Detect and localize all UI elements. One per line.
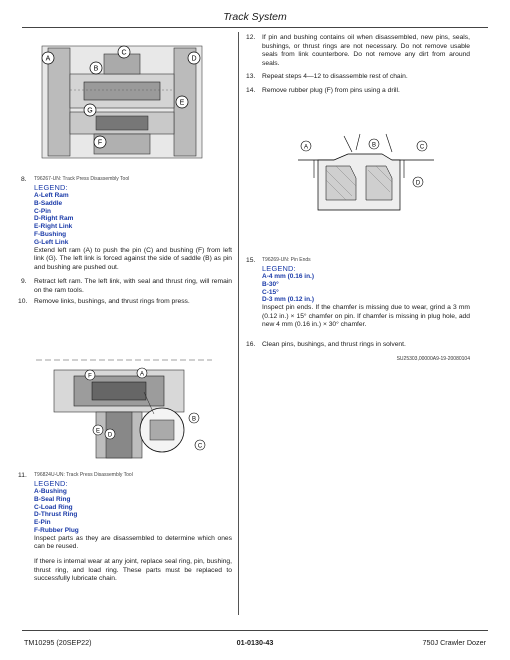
step-8-text: Extend left ram (A) to push the pin (C) and bushing (F) from left link (G). The left link is forced against the side of saddle (B) as pin and bushing are pushed out. <box>34 246 232 271</box>
legend-item: G-Left Link <box>34 238 69 246</box>
page-header-title: Track System <box>223 11 287 23</box>
step-8-number: 8. <box>21 176 27 183</box>
figure-track-press-detail <box>34 350 214 462</box>
step-15 <box>246 257 470 330</box>
fig1-label-d: D <box>191 55 197 63</box>
legend-item: C-Pin <box>34 207 51 215</box>
fig2-label-c: C <box>197 443 203 450</box>
fig2-label-b: B <box>191 416 197 423</box>
fig1-label-f: F <box>97 139 103 147</box>
step-11-text-2: If there is internal wear at any joint, replace seal ring, pin, bushing, thrust ring, and load ring. These parts must be replaced to successfully lubricate chain. <box>34 557 232 583</box>
fig2-label-d: D <box>107 432 113 439</box>
step-13-text: Repeat steps 4—12 to disassemble rest of chain. <box>262 73 408 80</box>
column-divider <box>238 32 239 615</box>
figure-track-press-tool <box>34 40 214 165</box>
legend-item: F-Bushing <box>34 230 67 238</box>
legend-item: F-Rubber Plug <box>34 526 79 534</box>
header-rule <box>22 27 488 28</box>
footer-product: 750J Crawler Dozer <box>422 638 486 647</box>
step-15-text: Inspect pin ends. If the chamfer is missing due to wear, grind a 3 mm (0.12 in.) × 15° chamfer on pin. If chamfer is missing in plug hole, add new 4 mm (0.16 in.) × 30° chamfer. <box>262 304 470 329</box>
step-15-number: 15. <box>246 257 256 264</box>
legend-item: A-4 mm (0.16 in.) <box>262 273 315 280</box>
step-15-caption: T96269-UN: Pin Ends <box>262 257 311 263</box>
legend-item: A-Bushing <box>34 488 67 495</box>
legend-item: D-Right Ram <box>34 215 74 223</box>
step-14-text: Remove rubber plug (F) from pins using a drill. <box>262 87 400 94</box>
step-8-legend-title: LEGEND: <box>34 183 68 192</box>
legend-item: C-15° <box>262 288 279 296</box>
step-10-number: 10. <box>18 298 28 305</box>
fig2-label-f: F <box>88 373 92 380</box>
figure-pin-ends <box>296 130 436 215</box>
fig2-label-a: A <box>139 371 145 378</box>
step-9-text: Retract left ram. The left link, with seal and thrust ring, will remain on the ram tools. <box>34 278 232 294</box>
legend-item: D-Thrust Ring <box>34 511 78 519</box>
step-11-number: 11. <box>18 472 27 479</box>
fig1-label-b: B <box>93 65 99 73</box>
step-8-caption: T96267-UN: Track Press Disassembly Tool <box>34 176 130 182</box>
step-10-text: Remove links, bushings, and thrust rings from press. <box>34 298 190 305</box>
step-14-number: 14. <box>246 87 256 94</box>
step-8 <box>21 176 232 272</box>
fig3-label-a: A <box>303 144 309 151</box>
legend-item: E-Pin <box>34 519 51 527</box>
step-12-number: 12. <box>246 34 256 41</box>
step-14 <box>246 87 470 96</box>
legend-item: E-Right Link <box>34 223 73 231</box>
fig1-label-c: C <box>121 49 127 57</box>
step-12 <box>246 34 470 68</box>
footer-doc-id: TM10295 (20SEP22) <box>24 638 92 647</box>
step-16 <box>246 341 470 350</box>
reference-code: SU25303,00000A9-19-20080104 <box>396 356 470 362</box>
step-15-legend-title: LEGEND: <box>262 264 296 273</box>
step-11 <box>18 472 232 584</box>
step-16-number: 16. <box>246 341 256 348</box>
step-13-number: 13. <box>246 73 256 80</box>
footer-page-number: 01-0130-43 <box>236 638 274 647</box>
fig1-label-e: E <box>179 99 185 107</box>
fig1-label-g: G <box>87 107 93 115</box>
legend-item: B-Saddle <box>34 199 63 207</box>
fig3-label-c: C <box>419 144 425 151</box>
legend-item: A-Left Ram <box>34 192 69 199</box>
footer-rule <box>22 630 488 631</box>
step-16-text: Clean pins, bushings, and thrust rings in solvent. <box>262 341 406 348</box>
fig2-label-e: E <box>95 428 101 435</box>
step-10 <box>18 298 232 307</box>
step-12-text: If pin and bushing contains oil when disassembled, new pins, seals, bushings, or thrust rings are not necessary. Do not remove usable seals from link counterbore. Do not remove any dirt from around seals. <box>262 34 470 67</box>
step-11-legend-title: LEGEND: <box>34 479 68 488</box>
legend-item: B-Seal Ring <box>34 495 71 503</box>
step-9-number: 9. <box>21 278 27 285</box>
step-11-caption: T96824U-UN: Track Press Disassembly Tool <box>34 472 133 478</box>
fig3-label-b: B <box>371 142 377 149</box>
legend-item: C-Load Ring <box>34 503 73 511</box>
legend-item: B-30° <box>262 280 279 288</box>
step-11-text-1: Inspect parts as they are disassembled to determine which ones can be reused. <box>34 534 232 551</box>
legend-item: D-3 mm (0.12 in.) <box>262 296 315 304</box>
step-9 <box>21 278 232 295</box>
step-13 <box>246 73 470 82</box>
fig1-label-a: A <box>45 55 51 63</box>
fig3-label-d: D <box>415 180 421 187</box>
